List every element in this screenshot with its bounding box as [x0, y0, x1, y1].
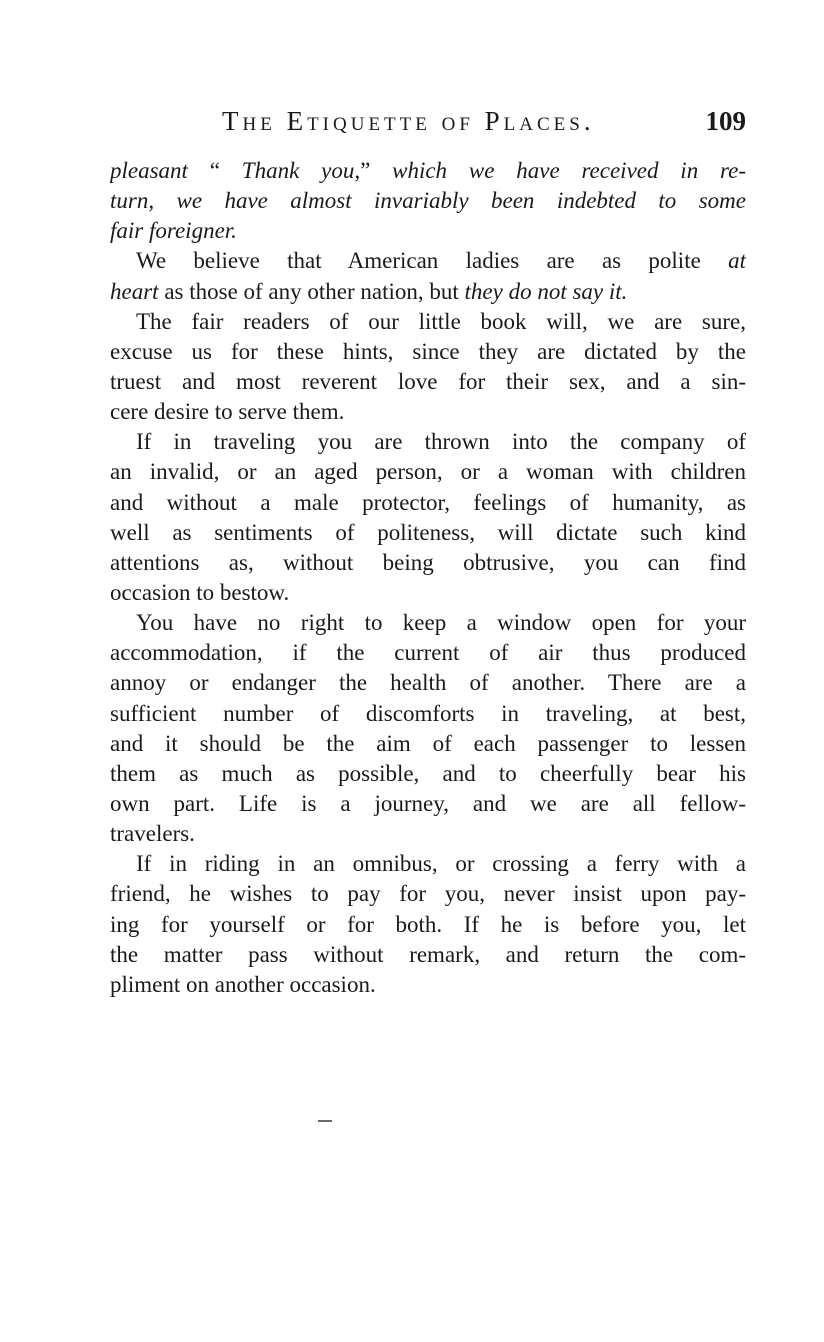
- text-run: well as sentiments of politeness, will dictate such kind: [110, 519, 746, 545]
- text-run: occasion to bestow.: [110, 579, 290, 605]
- running-head: [110, 106, 746, 146]
- page-number: 109: [705, 106, 746, 136]
- text-line: [110, 970, 746, 1000]
- text-run: If in riding in an omnibus, or crossing a ferry with a: [136, 851, 746, 877]
- text-line: [110, 668, 746, 698]
- running-title: The Etiquette of Places.: [222, 106, 595, 136]
- text-line: [110, 367, 746, 397]
- text-line: [110, 638, 746, 668]
- text-run: ing for yourself or for both. If he is before you, let: [110, 911, 746, 937]
- italic-run: turn, we have almost invariably been indebted to some: [110, 188, 746, 214]
- text-line: [110, 729, 746, 759]
- italic-run: which we have received in re-: [392, 158, 746, 183]
- italic-run: fair foreigner.: [110, 218, 237, 244]
- text-run: sufficient number of discomforts in traveling, at best,: [110, 700, 746, 726]
- paragraph: [110, 608, 746, 849]
- text-line: [110, 397, 746, 427]
- text-run: as those of any other nation, but: [158, 278, 465, 304]
- text-run: travelers.: [110, 821, 195, 847]
- text-line: [110, 548, 746, 578]
- text-run: and it should be the aim of each passenger to lessen: [110, 730, 746, 756]
- italic-run: heart: [110, 278, 159, 304]
- text-run: truest and most reverent love for their sex, and a sin-: [110, 368, 746, 394]
- paragraph: [110, 307, 746, 428]
- text-line: [110, 789, 746, 819]
- text-line: [110, 849, 746, 879]
- text-run: attentions as, without being obtrusive, you can find: [110, 549, 746, 575]
- text-line: [110, 457, 746, 487]
- paragraph: [110, 849, 746, 1000]
- body-text: [110, 156, 746, 1000]
- italic-run: Thank you,: [241, 158, 361, 183]
- text-line: [110, 759, 746, 789]
- paragraph: [110, 246, 746, 306]
- text-line: [110, 427, 746, 457]
- text-run: own part. Life is a journey, and we are all fellow-: [110, 790, 746, 816]
- text-line: [110, 879, 746, 909]
- text-run: ”: [360, 158, 393, 183]
- text-run: excuse us for these hints, since they are dictated by the: [110, 338, 746, 364]
- text-run: cere desire to serve them.: [110, 399, 345, 425]
- italic-run: they do not say it.: [464, 278, 628, 304]
- text-line: [110, 910, 746, 940]
- ink-mark: [318, 1120, 332, 1122]
- text-line: [110, 216, 746, 246]
- text-line: [110, 307, 746, 337]
- text-run: pliment on another occasion.: [110, 971, 376, 997]
- text-run: accommodation, if the current of air thus produced: [110, 640, 746, 666]
- text-run: them as much as possible, and to cheerfully bear his: [110, 760, 746, 786]
- text-line: [110, 488, 746, 518]
- text-line: [110, 578, 746, 608]
- text-line: [110, 518, 746, 548]
- text-run: annoy or endanger the health of another. There are a: [110, 670, 746, 696]
- text-line: [110, 186, 746, 216]
- text-line: [110, 337, 746, 367]
- text-line: [110, 277, 746, 307]
- text-run: If in traveling you are thrown into the company of: [136, 429, 746, 455]
- text-line: [110, 940, 746, 970]
- text-run: and without a male protector, feelings of humanity, as: [110, 489, 746, 515]
- italic-run: at: [728, 248, 746, 274]
- text-run: You have no right to keep a window open for your: [136, 610, 746, 636]
- text-run: “: [187, 158, 242, 183]
- text-line: [110, 608, 746, 638]
- text-line: [110, 699, 746, 729]
- text-line: [110, 156, 746, 186]
- text-run: the matter pass without remark, and return the com-: [110, 941, 746, 967]
- text-line: [110, 246, 746, 276]
- text-run: The fair readers of our little book will, we are sure,: [136, 308, 746, 334]
- italic-run: pleasant: [110, 158, 188, 183]
- text-line: [110, 819, 746, 849]
- text-run: an invalid, or an aged person, or a woman with children: [110, 459, 746, 485]
- paragraph: [110, 156, 746, 246]
- text-run: We believe that American ladies are as polite: [136, 248, 729, 274]
- text-run: friend, he wishes to pay for you, never insist upon pay-: [110, 881, 746, 907]
- paragraph: [110, 427, 746, 608]
